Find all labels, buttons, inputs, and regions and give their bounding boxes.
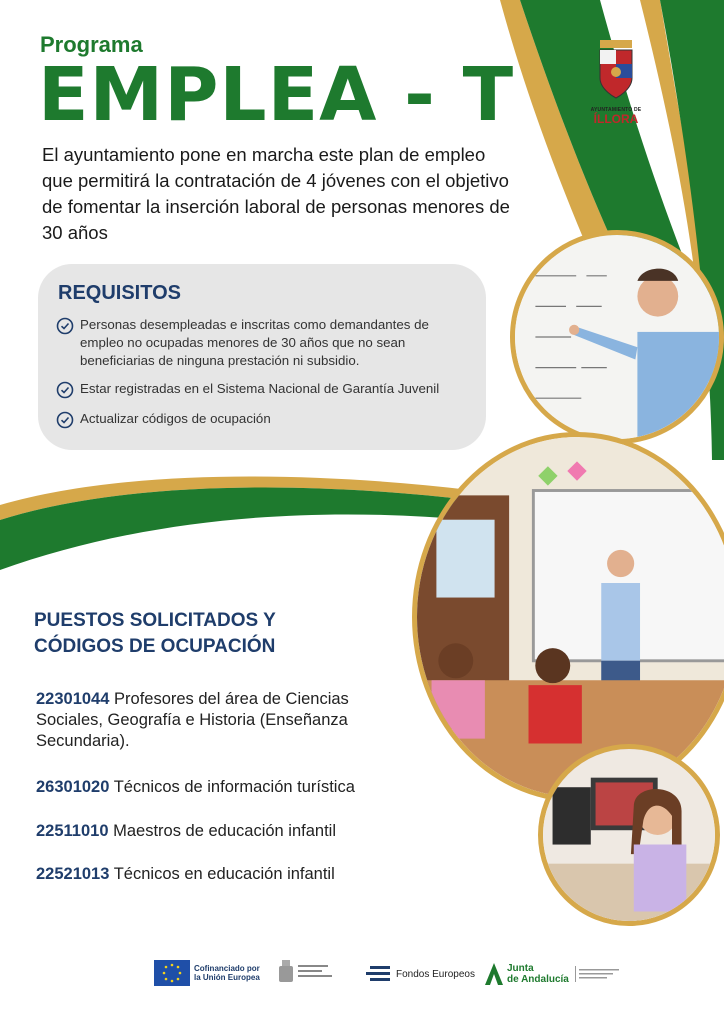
job-code: 26301020 — [36, 778, 110, 796]
classroom-illustration — [417, 437, 724, 797]
program-label: Programa — [40, 32, 143, 57]
check-circle-icon — [56, 317, 74, 335]
photo-teacher-whiteboard — [510, 230, 724, 444]
job-label: Técnicos de información turística — [113, 778, 355, 796]
town-crest — [588, 40, 644, 125]
eu-text-line2: la Unión Europea — [194, 973, 260, 982]
junta-consejeria-wordmark-icon — [575, 966, 625, 982]
fondos-europeos-logo — [366, 964, 475, 984]
intro-paragraph: El ayuntamiento pone en marcha este plan de empleo que permitirá la contratación de 4 jóvenes con el objetivo de fomentar la inserción laboral de personas menores de 30 años — [42, 144, 510, 243]
check-circle-icon — [56, 411, 74, 429]
requirement-text: Actualizar códigos de ocupación — [80, 411, 271, 426]
positions-title — [34, 608, 374, 660]
crest-caption: AYUNTAMIENTO DE — [590, 107, 642, 113]
positions-title-line2: CÓDIGOS DE OCUPACIÓN — [34, 636, 276, 657]
job-item — [36, 689, 396, 752]
junta-text-line2: de Andalucía — [507, 974, 569, 985]
job-code: 22521013 — [36, 865, 110, 883]
ministry-wordmark-icon — [296, 963, 336, 981]
student-computer-illustration — [543, 749, 715, 921]
positions-title-line1: PUESTOS SOLICITADOS Y — [34, 610, 276, 631]
coat-of-arms-icon — [596, 40, 636, 100]
fondos-europeos-text: Fondos Europeos — [396, 968, 475, 980]
job-item — [36, 777, 396, 798]
eu-text-line1: Cofinanciado por — [194, 964, 260, 973]
job-item — [36, 864, 396, 885]
eu-logo — [154, 960, 260, 986]
job-code: 22511010 — [36, 822, 109, 840]
junta-andalucia-logo — [484, 962, 625, 986]
ministry-logo — [276, 960, 336, 984]
job-label: Maestros de educación infantil — [113, 822, 336, 840]
crest-town: ÍLLORA — [593, 112, 639, 126]
page-title: EMPLEA - T — [38, 52, 515, 138]
requirement-item — [56, 316, 476, 370]
photo-classroom — [412, 432, 724, 802]
check-circle-icon — [56, 381, 74, 399]
job-item — [36, 821, 396, 842]
eu-flag-icon — [154, 960, 190, 986]
requirement-text: Personas desempleadas e inscritas como demandantes de empleo no ocupadas menores de 30 años que no sean beneficiarias de ninguna prestación ni subsidio. — [80, 317, 429, 368]
photo-student-computer — [538, 744, 720, 926]
requirement-text: Estar registradas en el Sistema Nacional de Garantía Juvenil — [80, 381, 440, 396]
requirement-item — [56, 380, 476, 399]
spain-crest-icon — [276, 960, 296, 984]
requirement-item — [56, 410, 476, 429]
requirements-title: REQUISITOS — [58, 282, 181, 304]
teacher-whiteboard-illustration — [515, 235, 719, 439]
junta-andalucia-icon — [484, 962, 504, 986]
footer-logos — [0, 956, 724, 996]
requirements-card — [38, 264, 486, 450]
junta-text-line1: Junta — [507, 963, 534, 974]
fondos-europeos-icon — [366, 964, 392, 984]
job-label: Técnicos en educación infantil — [113, 865, 335, 883]
job-code: 22301044 — [36, 690, 110, 708]
job-label: Profesores del área de Ciencias Sociales, Geografía e Historia (Enseñanza Secundaria). — [36, 690, 349, 750]
